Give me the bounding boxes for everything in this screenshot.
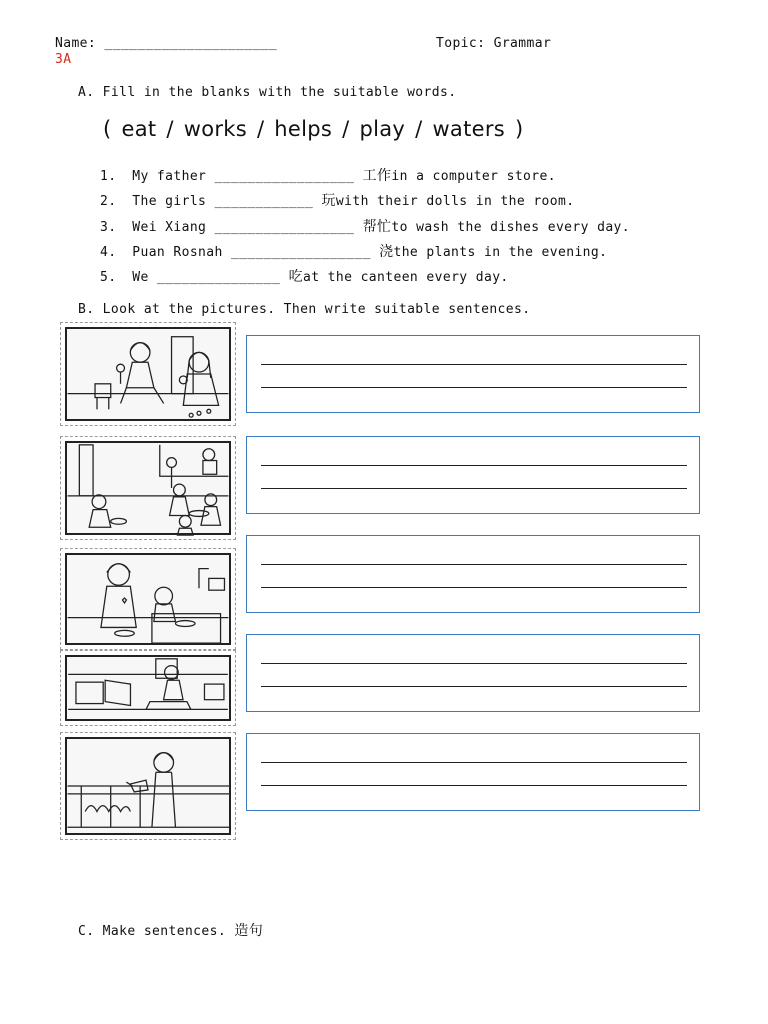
writing-line[interactable]	[261, 564, 687, 565]
question-rest: to wash the dishes every day.	[391, 220, 630, 235]
answer-box-4[interactable]	[246, 634, 700, 712]
question-subject: We	[132, 270, 149, 285]
question-3	[100, 216, 630, 236]
writing-line[interactable]	[261, 762, 687, 763]
question-subject: Puan Rosnah	[132, 245, 223, 260]
chinese-hint: 帮忙	[362, 219, 392, 235]
answer-blank[interactable]: ____________	[214, 194, 314, 209]
girls-playing-illustration	[61, 323, 235, 425]
computer-store-illustration	[61, 651, 235, 725]
watering-plants-illustration	[61, 733, 235, 839]
picture-girls-playing-dolls	[60, 322, 236, 426]
writing-line[interactable]	[261, 465, 687, 466]
answer-box-2[interactable]	[246, 436, 700, 514]
washing-dishes-illustration	[61, 549, 235, 649]
section-c-instruction-zh: 造句	[234, 923, 264, 939]
question-4	[100, 241, 607, 261]
writing-line[interactable]	[261, 387, 687, 388]
question-number: 5.	[100, 270, 117, 285]
question-subject: The girls	[132, 194, 207, 209]
section-a-instruction: A. Fill in the blanks with the suitable words.	[78, 85, 457, 100]
question-2	[100, 190, 574, 210]
picture-watering-plants	[60, 732, 236, 840]
writing-line[interactable]	[261, 686, 687, 687]
canteen-illustration	[61, 437, 235, 539]
answer-blank[interactable]: _________________	[214, 220, 355, 235]
chinese-hint: 玩	[321, 193, 336, 209]
section-c-instruction	[78, 920, 263, 940]
writing-line[interactable]	[261, 587, 687, 588]
question-number: 2.	[100, 194, 117, 209]
chinese-hint: 工作	[362, 168, 392, 184]
question-subject: My father	[132, 169, 207, 184]
question-5	[100, 266, 509, 286]
question-number: 3.	[100, 220, 117, 235]
writing-line[interactable]	[261, 663, 687, 664]
answer-box-3[interactable]	[246, 535, 700, 613]
writing-line[interactable]	[261, 364, 687, 365]
answer-box-5[interactable]	[246, 733, 700, 811]
word-bank: ( eat / works / helps / play / waters )	[103, 117, 524, 141]
question-number: 4.	[100, 245, 117, 260]
name-field-label[interactable]: Name: _____________________	[55, 36, 278, 51]
section-b-instruction: B. Look at the pictures. Then write suitable sentences.	[78, 302, 531, 317]
question-rest: at the canteen every day.	[302, 270, 509, 285]
picture-computer-store	[60, 650, 236, 726]
question-rest: with their dolls in the room.	[335, 194, 575, 209]
chinese-hint: 吃	[288, 269, 303, 285]
question-subject: Wei Xiang	[132, 220, 207, 235]
answer-box-1[interactable]	[246, 335, 700, 413]
question-1	[100, 165, 556, 185]
writing-line[interactable]	[261, 488, 687, 489]
answer-blank[interactable]: _________________	[230, 245, 371, 260]
question-rest: the plants in the evening.	[393, 245, 608, 260]
topic-label: Topic: Grammar	[436, 36, 552, 51]
section-c-instruction-text: C. Make sentences.	[78, 924, 227, 939]
question-rest: in a computer store.	[391, 169, 556, 184]
picture-children-canteen	[60, 436, 236, 540]
writing-line[interactable]	[261, 785, 687, 786]
answer-blank[interactable]: _________________	[214, 169, 355, 184]
answer-blank[interactable]: _______________	[156, 270, 281, 285]
picture-washing-dishes	[60, 548, 236, 650]
class-code: 3A	[55, 52, 72, 67]
question-number: 1.	[100, 169, 117, 184]
chinese-hint: 浇	[379, 244, 394, 260]
